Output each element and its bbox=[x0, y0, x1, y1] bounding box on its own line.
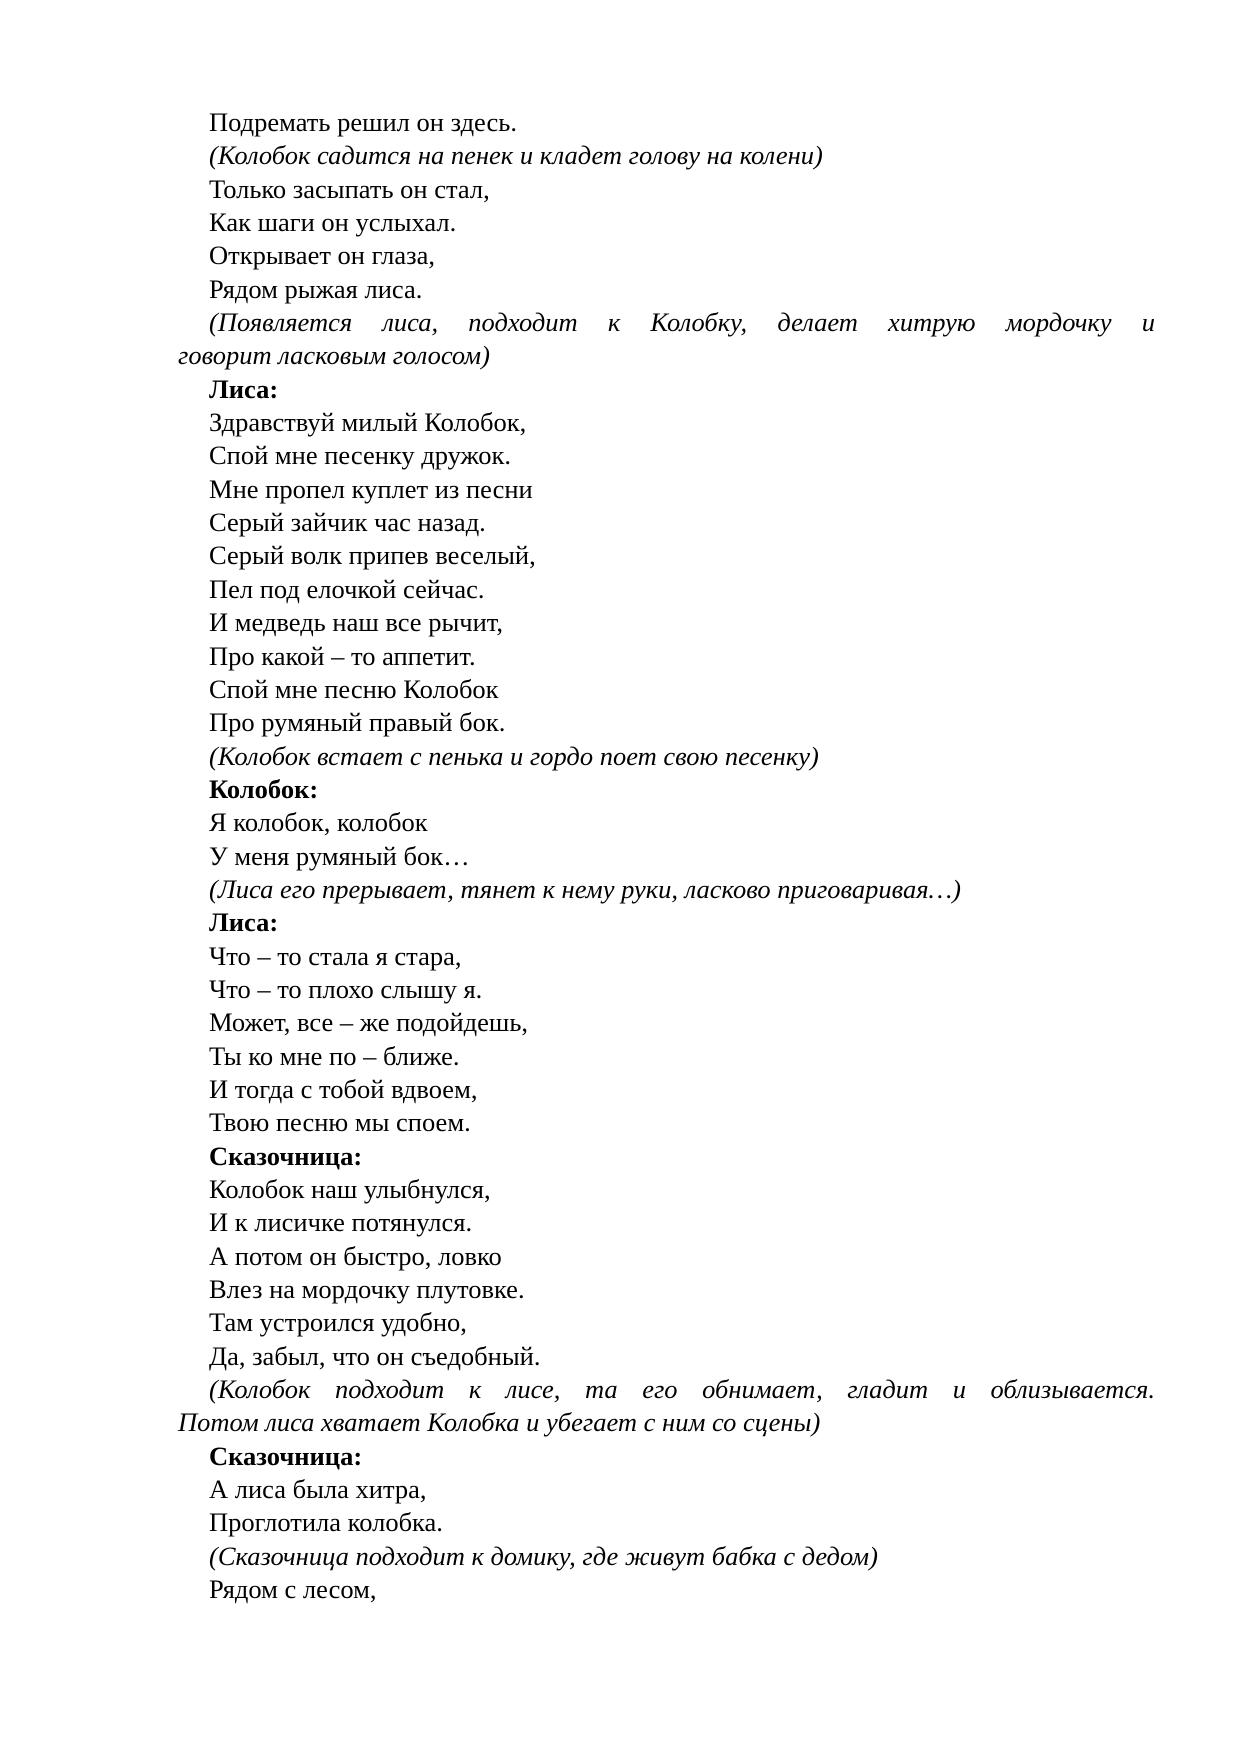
verse-line: И тогда с тобой вдвоем, bbox=[209, 1073, 478, 1104]
verse-line: Серый волк припев веселый, bbox=[209, 540, 536, 571]
speaker-name: Лиса: bbox=[209, 373, 279, 404]
verse-line: А лиса была хитра, bbox=[209, 1474, 427, 1505]
verse-line: Про какой – то аппетит. bbox=[209, 640, 476, 671]
verse-line: Рядом рыжая лиса. bbox=[209, 273, 423, 304]
stage-direction: (Лиса его прерывает, тянет к нему руки, ласково приговаривая…) bbox=[209, 873, 961, 904]
verse-line: Колобок наш улыбнулся, bbox=[209, 1174, 491, 1204]
stage-direction: (Сказочница подходит к домику, где живут бабка с дедом) bbox=[209, 1540, 878, 1571]
verse-line: Я колобок, колобок bbox=[209, 807, 428, 838]
verse-line: Там устроился удобно, bbox=[209, 1307, 467, 1338]
verse-line: Твою песню мы споем. bbox=[209, 1107, 471, 1138]
verse-line: Как шаги он услыхал. bbox=[209, 207, 457, 238]
verse-line: Здравствуй милый Колобок, bbox=[209, 407, 527, 438]
verse-line: Ты ко мне по – ближе. bbox=[209, 1040, 460, 1071]
stage-direction-line-1: (Появляется лиса, подходит к Колобку, делает хитрую мордочку и bbox=[209, 307, 1155, 338]
stage-direction-line-2: Потом лиса хватает Колобка и убегает с ним со сцены) bbox=[178, 1407, 821, 1438]
stage-direction-line-2: говорит ласковым голосом) bbox=[178, 340, 490, 371]
verse-line: А потом он быстро, ловко bbox=[209, 1240, 502, 1271]
document-page bbox=[178, 106, 1155, 1606]
verse-line: Что – то плохо слышу я. bbox=[209, 973, 483, 1004]
stage-direction: (Колобок садится на пенек и кладет голову на колени) bbox=[209, 140, 823, 171]
verse-line: Влез на мордочку плутовке. bbox=[209, 1274, 525, 1305]
verse-line: Может, все – же подойдешь, bbox=[209, 1007, 529, 1038]
verse-line: Что – то стала я стара, bbox=[209, 940, 462, 971]
speaker-name: Лиса: bbox=[209, 907, 279, 938]
verse-line: Проглотила колобка. bbox=[209, 1507, 443, 1538]
verse-line: Открывает он глаза, bbox=[209, 240, 435, 271]
verse-line: Спой мне песню Колобок bbox=[209, 673, 499, 704]
verse-line: Пел под елочкой сейчас. bbox=[209, 573, 485, 604]
verse-line: Спой мне песенку дружок. bbox=[209, 440, 511, 471]
verse-line: Да, забыл, что он съедобный. bbox=[209, 1340, 541, 1371]
verse-line: И медведь наш все рычит, bbox=[209, 607, 503, 638]
speaker-name: Сказочница: bbox=[209, 1440, 363, 1471]
verse-line: И к лисичке потянулся. bbox=[209, 1207, 473, 1238]
verse-line: Только засыпать он стал, bbox=[209, 173, 490, 204]
verse-line: Про румяный правый бок. bbox=[209, 707, 506, 738]
stage-direction bbox=[178, 306, 1155, 373]
stage-direction: (Колобок встает с пенька и гордо поет свою песенку) bbox=[209, 740, 819, 771]
verse-line: Рядом с лесом, bbox=[209, 1574, 377, 1605]
stage-direction-line-1: (Колобок подходит к лисе, та его обнимает, гладит и облизывается. bbox=[209, 1374, 1155, 1405]
verse-line: Серый зайчик час назад. bbox=[209, 507, 486, 538]
speaker-name: Колобок: bbox=[209, 773, 319, 804]
verse-line: У меня румяный бок… bbox=[209, 840, 470, 871]
verse-line: Мне пропел куплет из песни bbox=[209, 473, 533, 504]
speaker-name: Сказочница: bbox=[209, 1140, 363, 1171]
verse-line: Подремать решил он здесь. bbox=[209, 107, 517, 137]
stage-direction bbox=[178, 1373, 1155, 1440]
